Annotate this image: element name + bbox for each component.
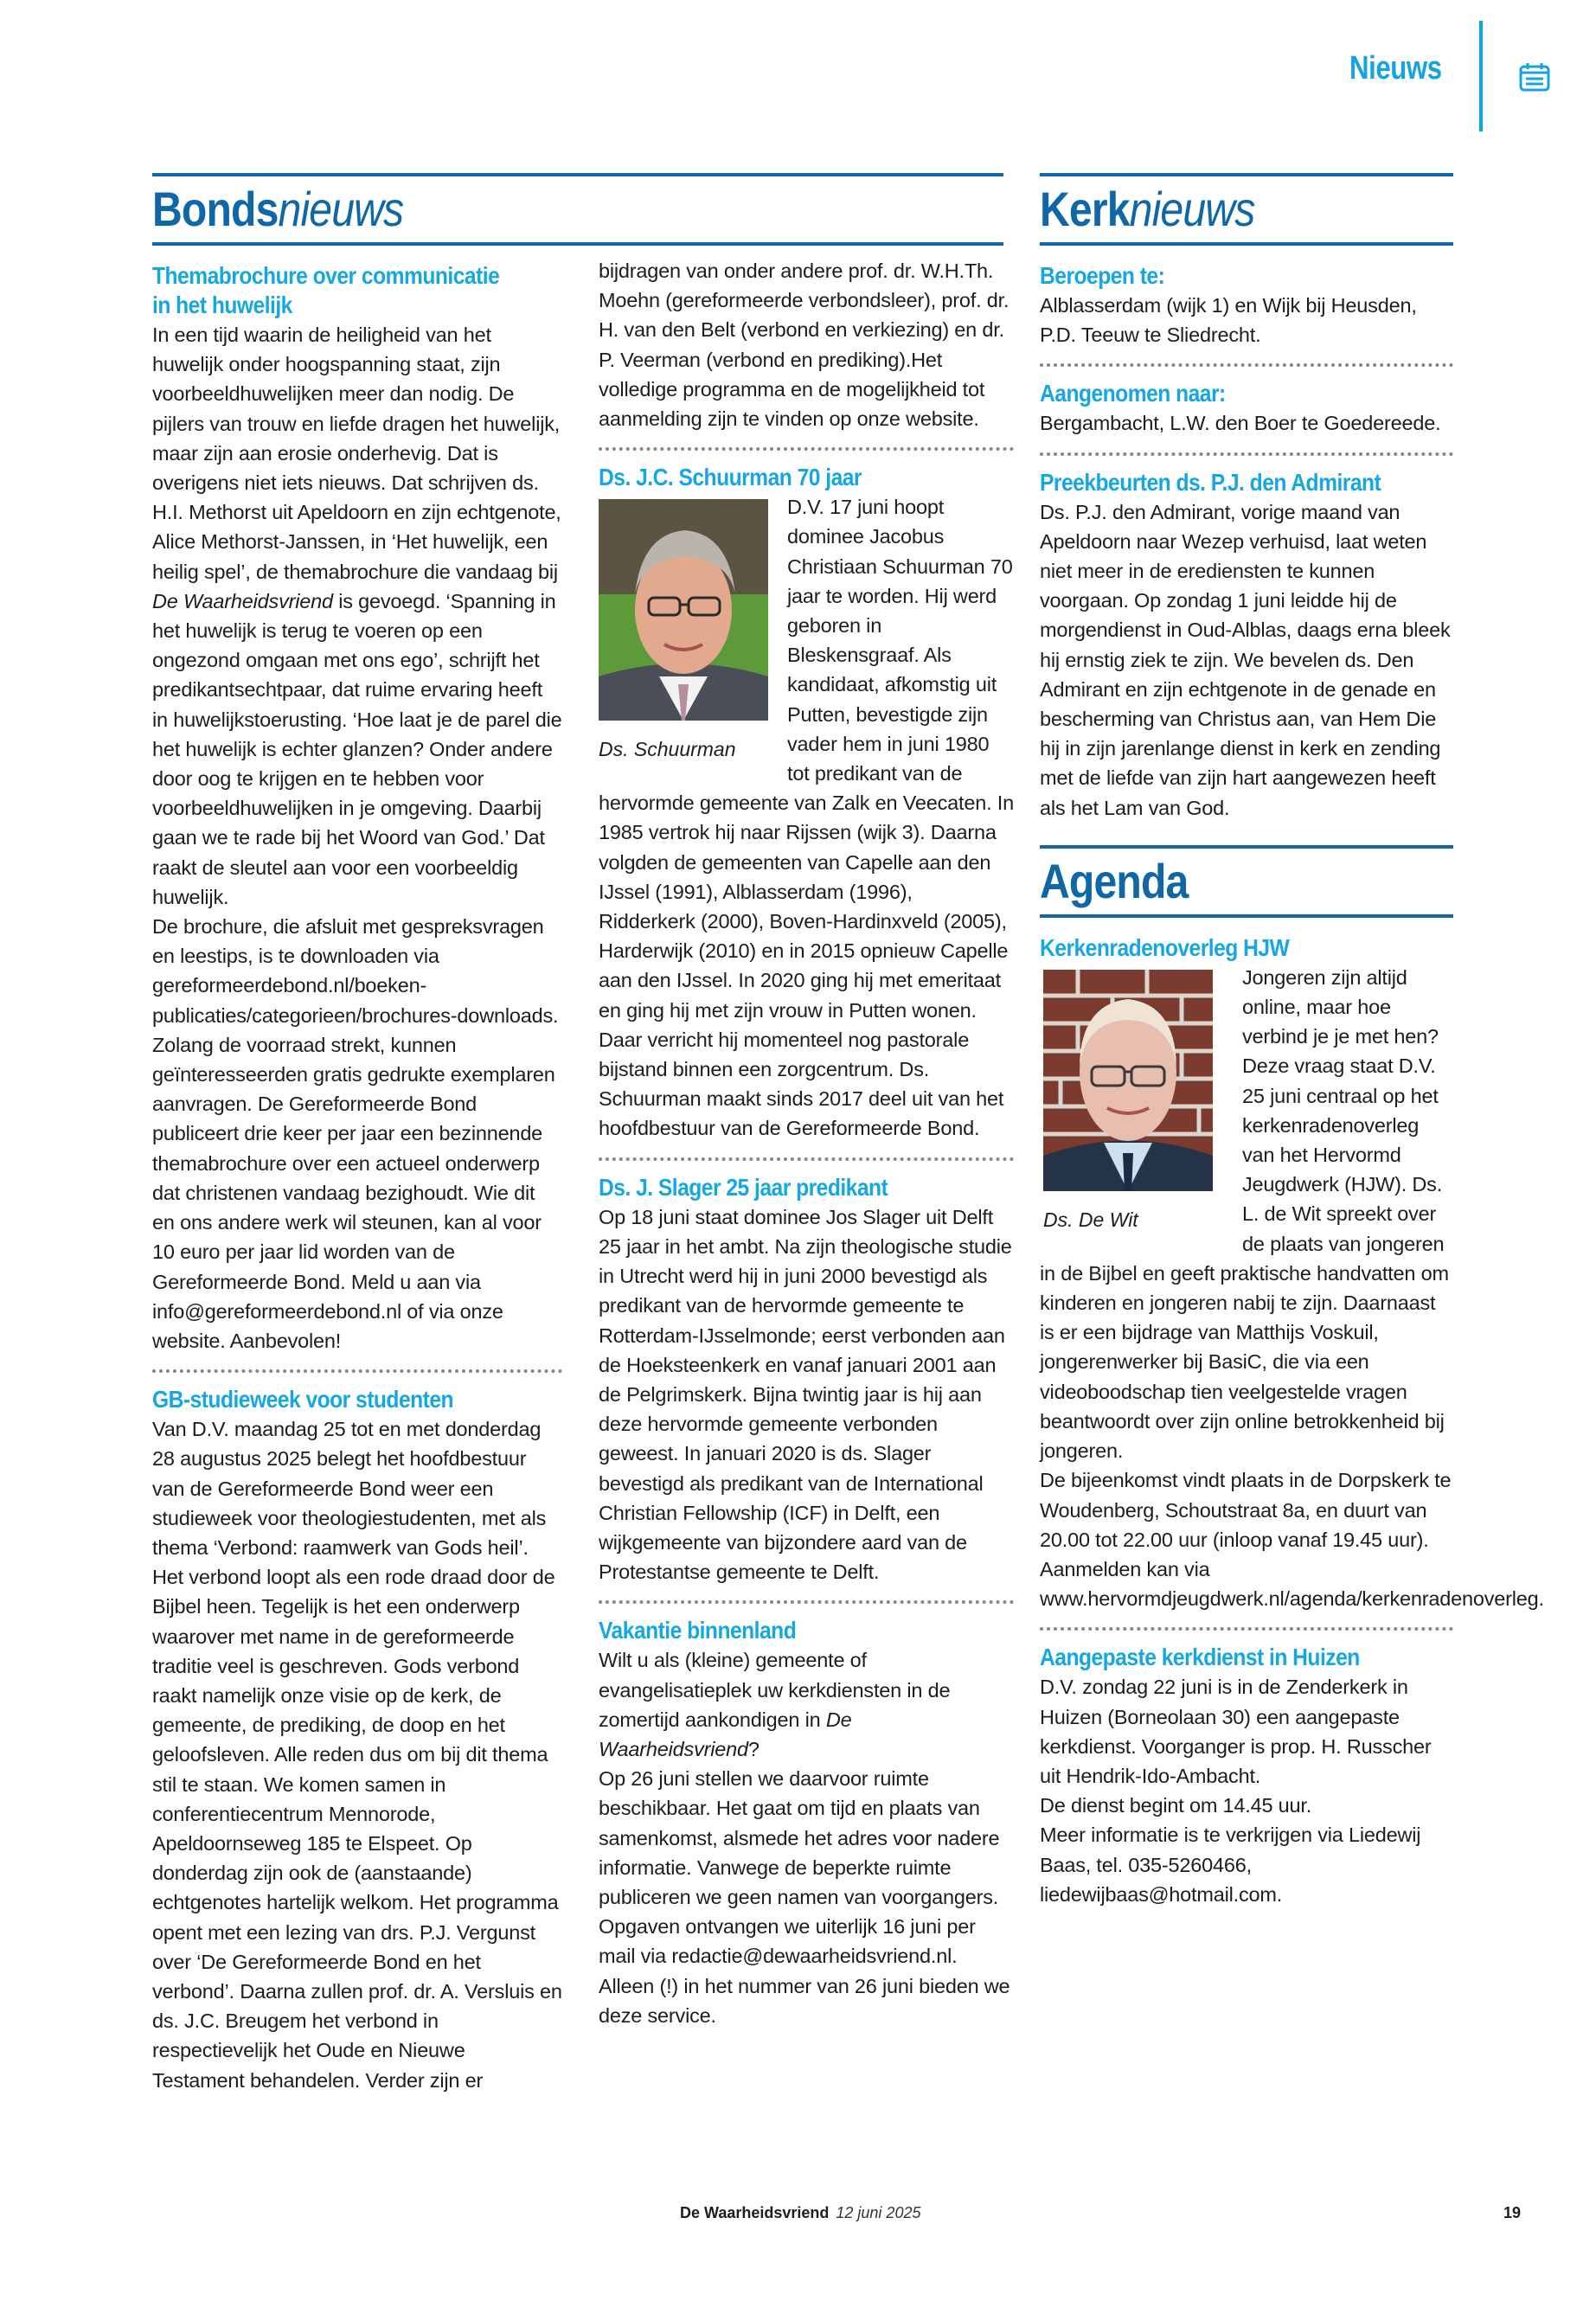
kerknieuws-rubric: [1040, 173, 1453, 246]
item-body: Jongeren zijn altijd online, maar hoe verbind je je met hen? Deze vraag staat D.V. 25 juni centraal op het kerkenradenoverleg van het Hervormd Jeugdwerk (HJW). Ds. L. de Wit spreekt over de plaats van jongeren in de Bijbel en geeft praktische handvatten om kinderen en jongeren nabij te zijn. Daarnaast is er een bijdrage van Matthijs Voskuil, jongerenwerker bij BasiC, die via een videoboodschap tien veelgestelde vragen beantwoordt over zijn online betrokkenheid bij jongeren.: [1040, 965, 1449, 1463]
dotted-divider: [1040, 363, 1453, 367]
bondsnieuws-rubric: [152, 173, 1003, 246]
article-body: [152, 320, 562, 912]
article-heading: Ds. J.C. Schuurman 70 jaar: [599, 464, 862, 491]
kerknieuws-aangenomen: [1040, 379, 1453, 438]
dotted-divider: [152, 1369, 562, 1373]
article-heading: Vakantie binnenland: [599, 1617, 797, 1644]
title-bold-part: Bonds: [152, 182, 279, 236]
agenda-title: Agenda: [1040, 853, 1189, 908]
photo-de-wit: [1043, 970, 1213, 1232]
article-body: D.V. 17 juni hoopt dominee Jacobus Christiaan Schuurman 70 jaar te worden. Hij werd geboren in Bleskensgraaf. Als kandidaat, afkomstig uit Putten, bevestigde zijn vader hem in juni 1980 tot predikant van de hervormde gemeente van Zalk en Veecaten. In 1985 vertrok hij naar Rijssen (wijk 3). Daarna volgden de gemeenten van Capelle aan den IJssel (1991), Alblasserdam (1996), Ridderkerk (2000), Boven-Hardinxveld (2005), Harderwijk (2010) en in 2015 opnieuw Capelle aan den IJssel. In 2020 ging hij met emeritaat en ging hij met zijn vrouw in Putten wonen. Daar verricht hij momenteel nog pastorale bijstand binnen een zorgcentrum. Ds. Schuurman maakt sinds 2017 deel uit van het hoofdbestuur van de Gereformeerde Bond.: [599, 496, 1014, 1140]
column-1: [152, 173, 562, 2095]
page-header: [0, 0, 1596, 138]
body-text: In een tijd waarin de heiligheid van het huwelijk onder hoogspanning staat, zijn voorbeeldhuwelijken meer dan nodig. De pijlers van trouw en liefde dragen het huwelijk, maar zijn aan erosie onderhevig. Dat is overigens niet iets nieuws. Dat schrijven ds. H.I. Methorst uit Apeldoorn en zijn echtgenote, Alice Methorst-Janssen, in ‘Het huwelijk, een heilig spel’, de themabrochure die vandaag bij: [152, 324, 561, 583]
calendar-icon: [1519, 62, 1550, 92]
agenda-aangepaste-kerkdienst: [1040, 1643, 1453, 1909]
portrait-image: [1043, 970, 1213, 1191]
footer-publication: [680, 2204, 920, 2222]
header-divider: [1479, 21, 1483, 131]
page-number: 19: [1503, 2204, 1522, 2221]
article-schuurman: [599, 463, 1014, 1143]
publication-name: De Waarheidsvriend: [680, 2204, 830, 2221]
column-2: [599, 256, 1014, 2030]
article-body-para2: De brochure, die afsluit met gespreksvragen en leestips, is te downloaden via gereformeerdebond.nl/boeken-publicaties/categorieen/brochures-downloads. Zolang de voorraad strekt, kunnen geïnteresseerden gratis gedrukte exemplaren aanvragen. De Gereformeerde Bond publiceert drie keer per jaar een bezinnende themabrochure over een actueel onderwerp dat christenen vandaag bezighoudt. Wie dit en ons andere werk wil steunen, kan al voor 10 euro per jaar lid worden van de Gereformeerde Bond. Meld u aan via info@gereformeerdebond.nl of via onze website. Aanbevolen!: [152, 915, 559, 1352]
title-bold-part: Kerk: [1040, 182, 1130, 236]
article-body-continued: bijdragen van onder andere prof. dr. W.H.Th. Moehn (gereformeerde verbondsleer), prof. dr. H. van den Belt (verbond en verkiezing) en dr. P. Veerman (verbond en prediking).Het volledige programma en de mogelijkheid tot aanmelding zijn te vinden op onze website.: [599, 260, 1010, 431]
dotted-divider: [1040, 452, 1453, 456]
dotted-divider: [599, 1600, 1014, 1604]
article-body-para2: Op 26 juni stellen we daarvoor ruimte beschikbaar. Het gaat om tijd en plaats van samenkomst, alsmede het adres voor nadere informatie. Vanwege de beperkte ruimte publiceren we geen namen van voorgangers. Opgaven ontvangen we uiterlijk 16 juni per mail via redactie@dewaarheidsvriend.nl. Alleen (!) in het nummer van 26 juni bieden we deze service.: [599, 1767, 1010, 2027]
publication-name: De Waarheidsvriend: [599, 1708, 852, 1760]
issue-date: 12 juni 2025: [836, 2204, 921, 2221]
photo-caption: Ds. Schuurman: [599, 738, 736, 761]
article-body: Op 18 juni staat dominee Jos Slager uit Delft 25 jaar in het ambt. Na zijn theologische studie in Utrecht werd hij in juni 2000 bevestigd als predikant van de hervormde gemeente te Rotterdam-IJsselmonde; eerst verbonden aan de Hoeksteenkerk en vanaf januari 2001 aan de Pelgrimskerk. Bijna twintig jaar is hij aan deze hervormde gemeente verbonden geweest. In januari 2020 is ds. Slager bevestigd als predikant van de International Christian Fellowship (ICF) in Delft, een wijkgemeente van bijzondere aard van de Protestantse gemeente te Delft.: [599, 1205, 1012, 1584]
item-heading: Aangenomen naar:: [1040, 380, 1226, 407]
agenda-rubric: [1040, 845, 1453, 918]
article-vakantie-binnenland: [599, 1616, 1014, 2030]
title-italic-part: nieuws: [278, 182, 404, 236]
heading-line-1: Themabrochure over communicatie: [152, 262, 500, 289]
article-heading: [152, 261, 513, 320]
item-heading: Kerkenradenoverleg HJW: [1040, 933, 1290, 961]
item-body-para2: De bijeenkomst vindt plaats in de Dorpskerk te Woudenberg, Schoutstraat 8a, en duurt van 20.00 tot 22.00 uur (inloop vanaf 19.45 uur). Aanmelden kan via www.hervormdjeugdwerk.nl/agenda/kerkenradenoverleg.: [1040, 1469, 1544, 1611]
item-heading: Aangepaste kerkdienst in Huizen: [1040, 1644, 1360, 1671]
article-gb-studieweek: [152, 1385, 562, 2095]
item-body: Bergambacht, L.W. den Boer te Goedereede.: [1040, 412, 1441, 435]
bondsnieuws-title: [152, 182, 404, 236]
item-body: Alblasserdam (wijk 1) en Wijk bij Heusden, P.D. Teeuw te Sliedrecht.: [1040, 294, 1417, 347]
article-heading: GB-studieweek voor studenten: [152, 1386, 454, 1413]
item-body-line: Meer informatie is te verkrijgen via Liedewij Baas, tel. 035-5260466, liedewijbaas@hotmail.com.: [1040, 1823, 1421, 1906]
dotted-divider: [599, 1157, 1014, 1161]
kerknieuws-beroepen: [1040, 261, 1453, 349]
dotted-divider: [1040, 1627, 1453, 1631]
agenda-kerkenradenoverleg: [1040, 933, 1544, 1613]
article-body: Van D.V. maandag 25 tot en met donderdag 28 augustus 2025 belegt het hoofdbestuur van de Gereformeerde Bond weer een studieweek voor theologiestudenten, met als thema ‘Verbond: raamwerk van Gods heil’. Het verbond loopt als een rode draad door de Bijbel heen. Tegelijk is het een onderwerp waarover met name in de gereformeerde traditie veel is geschreven. Gods verbond raakt namelijk onze visie op de kerk, de gemeente, de prediking, de doop en het geloofsleven. Alle reden dus om bij dit thema stil te staan. We komen samen in conferentiecentrum Mennorode, Apeldoornseweg 185 te Elspeet. Op donderdag zijn ook de (aanstaande) echtgenotes hartelijk welkom. Het programma opent met een lezing van drs. P.J. Vergunst over ‘De Gereformeerde Bond en het verbond’. Daarna zullen prof. dr. A. Versluis en ds. J.C. Breugem het verbond in respectievelijk het Oude en Nieuwe Testament behandelen. Verder zijn er: [152, 1418, 562, 2092]
dotted-divider: [599, 447, 1014, 451]
item-heading: Preekbeurten ds. P.J. den Admirant: [1040, 468, 1381, 496]
portrait-image: [599, 499, 768, 721]
item-body: Ds. P.J. den Admirant, vorige maand van Apeldoorn naar Wezep verhuisd, laat weten niet meer in de erediensten te kunnen voorgaan. Op zondag 1 juni leidde hij de morgendienst in Oud-Alblas, daags erna bleek hij ernstig ziek te zijn. We bevelen ds. Den Admirant en zijn echtgenote in de genade en bescherming van Christus aan, van Hem Die hij in zijn jarenlange dienst in kerk en zending met de liefde van zijn hart aangewezen heeft als het Lam van God.: [1040, 500, 1451, 819]
article-themabrochure: [152, 261, 562, 1356]
item-body-line: De dienst begint om 14.45 uur.: [1040, 1794, 1312, 1817]
column-3: [1040, 173, 1544, 1909]
article-gb-studieweek-continued: [599, 256, 1014, 433]
section-label: Nieuws: [1349, 50, 1442, 87]
publication-name: De Waarheidsvriend: [152, 589, 333, 612]
article-body: [599, 1645, 1014, 1764]
item-heading: Beroepen te:: [1040, 262, 1165, 289]
kerknieuws-title: [1040, 182, 1255, 236]
body-text: ?: [747, 1737, 760, 1760]
photo-caption: Ds. De Wit: [1043, 1208, 1138, 1231]
kerknieuws-preekbeurten: [1040, 468, 1453, 823]
heading-line-2: in het huwelijk: [152, 292, 292, 318]
photo-schuurman: [599, 499, 768, 761]
body-text: Wilt u als (kleine) gemeente of evangelisatieplek uw kerkdiensten in de zomertijd aankondigen in: [599, 1649, 951, 1731]
article-heading: Ds. J. Slager 25 jaar predikant: [599, 1173, 888, 1201]
item-body-line: D.V. zondag 22 juni is in de Zenderkerk in Huizen (Borneolaan 30) een aangepaste kerkdienst. Voorganger is prop. H. Russcher uit Hendrik-Ido-Ambacht.: [1040, 1676, 1432, 1787]
title-italic-part: nieuws: [1129, 182, 1255, 236]
body-text: is gevoegd. ‘Spanning in het huwelijk is terug te voeren op een ongezond omgaan met ons ego’, schrijft het predikantsechtpaar, dat ruime ervaring heeft in huwelijkstoerusting. ‘Hoe laat je de parel die het huwelijk is echter glanzen? Onder andere door oog te krijgen en te hebben voor voorbeeldhuwelijken in je omgeving. Daarbij gaan we te rade bij het Woord van God.’ Dat raakt de sleutel aan voor een voorbeeldig huwelijk.: [152, 589, 562, 908]
article-slager: [599, 1173, 1014, 1587]
